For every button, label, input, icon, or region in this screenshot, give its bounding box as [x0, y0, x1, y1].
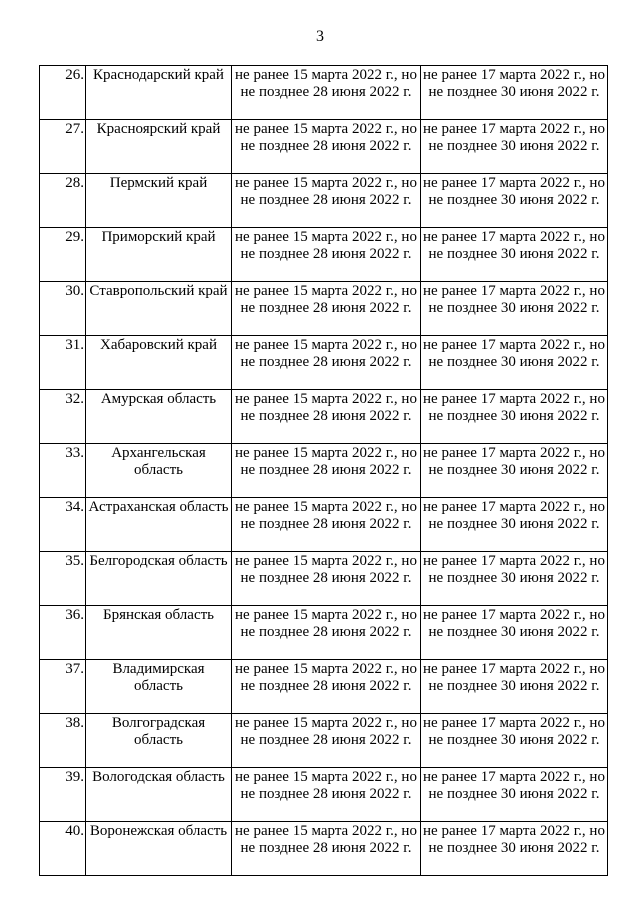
row-number: 34. [40, 498, 86, 552]
row-number: 37. [40, 660, 86, 714]
end-period: не ранее 17 марта 2022 г., но не позднее 30 июня 2022 г. [421, 336, 608, 390]
schedule-table [39, 65, 608, 876]
table-row [40, 768, 608, 822]
region-name: Архангельская область [86, 444, 232, 498]
end-period: не ранее 17 марта 2022 г., но не позднее 30 июня 2022 г. [421, 120, 608, 174]
table-row [40, 498, 608, 552]
start-period: не ранее 15 марта 2022 г., но не позднее 28 июня 2022 г. [232, 228, 421, 282]
end-period: не ранее 17 марта 2022 г., но не позднее 30 июня 2022 г. [421, 282, 608, 336]
row-number: 39. [40, 768, 86, 822]
row-number: 36. [40, 606, 86, 660]
region-name: Красноярский край [86, 120, 232, 174]
table-row [40, 444, 608, 498]
table-row [40, 552, 608, 606]
region-name: Белгородская область [86, 552, 232, 606]
table-row [40, 660, 608, 714]
table-row [40, 336, 608, 390]
row-number: 30. [40, 282, 86, 336]
region-name: Воронежская область [86, 822, 232, 876]
region-name: Вологодская область [86, 768, 232, 822]
end-period: не ранее 17 марта 2022 г., но не позднее 30 июня 2022 г. [421, 498, 608, 552]
end-period: не ранее 17 марта 2022 г., но не позднее 30 июня 2022 г. [421, 552, 608, 606]
end-period: не ранее 17 марта 2022 г., но не позднее 30 июня 2022 г. [421, 606, 608, 660]
end-period: не ранее 17 марта 2022 г., но не позднее 30 июня 2022 г. [421, 390, 608, 444]
start-period: не ранее 15 марта 2022 г., но не позднее 28 июня 2022 г. [232, 336, 421, 390]
region-name: Пермский край [86, 174, 232, 228]
region-name: Ставропольский край [86, 282, 232, 336]
start-period: не ранее 15 марта 2022 г., но не позднее 28 июня 2022 г. [232, 768, 421, 822]
row-number: 38. [40, 714, 86, 768]
region-name: Брянская область [86, 606, 232, 660]
start-period: не ранее 15 марта 2022 г., но не позднее 28 июня 2022 г. [232, 174, 421, 228]
row-number: 28. [40, 174, 86, 228]
end-period: не ранее 17 марта 2022 г., но не позднее 30 июня 2022 г. [421, 822, 608, 876]
start-period: не ранее 15 марта 2022 г., но не позднее 28 июня 2022 г. [232, 282, 421, 336]
table-row [40, 606, 608, 660]
row-number: 32. [40, 390, 86, 444]
start-period: не ранее 15 марта 2022 г., но не позднее 28 июня 2022 г. [232, 714, 421, 768]
row-number: 27. [40, 120, 86, 174]
row-number: 29. [40, 228, 86, 282]
table-row [40, 66, 608, 120]
end-period: не ранее 17 марта 2022 г., но не позднее 30 июня 2022 г. [421, 444, 608, 498]
end-period: не ранее 17 марта 2022 г., но не позднее 30 июня 2022 г. [421, 66, 608, 120]
start-period: не ранее 15 марта 2022 г., но не позднее 28 июня 2022 г. [232, 66, 421, 120]
end-period: не ранее 17 марта 2022 г., но не позднее 30 июня 2022 г. [421, 714, 608, 768]
end-period: не ранее 17 марта 2022 г., но не позднее 30 июня 2022 г. [421, 228, 608, 282]
start-period: не ранее 15 марта 2022 г., но не позднее 28 июня 2022 г. [232, 390, 421, 444]
start-period: не ранее 15 марта 2022 г., но не позднее 28 июня 2022 г. [232, 444, 421, 498]
end-period: не ранее 17 марта 2022 г., но не позднее 30 июня 2022 г. [421, 768, 608, 822]
region-name: Приморский край [86, 228, 232, 282]
row-number: 40. [40, 822, 86, 876]
table-row [40, 282, 608, 336]
start-period: не ранее 15 марта 2022 г., но не позднее 28 июня 2022 г. [232, 552, 421, 606]
end-period: не ранее 17 марта 2022 г., но не позднее 30 июня 2022 г. [421, 174, 608, 228]
table-row [40, 120, 608, 174]
page-number: 3 [316, 28, 324, 45]
start-period: не ранее 15 марта 2022 г., но не позднее 28 июня 2022 г. [232, 120, 421, 174]
table-row [40, 822, 608, 876]
region-name: Амурская область [86, 390, 232, 444]
region-name: Волгоградская область [86, 714, 232, 768]
start-period: не ранее 15 марта 2022 г., но не позднее 28 июня 2022 г. [232, 606, 421, 660]
table-row [40, 390, 608, 444]
region-name: Владимирская область [86, 660, 232, 714]
row-number: 35. [40, 552, 86, 606]
table-row [40, 228, 608, 282]
end-period: не ранее 17 марта 2022 г., но не позднее 30 июня 2022 г. [421, 660, 608, 714]
table-row [40, 174, 608, 228]
table-row [40, 714, 608, 768]
row-number: 33. [40, 444, 86, 498]
start-period: не ранее 15 марта 2022 г., но не позднее 28 июня 2022 г. [232, 822, 421, 876]
row-number: 26. [40, 66, 86, 120]
region-name: Краснодарский край [86, 66, 232, 120]
start-period: не ранее 15 марта 2022 г., но не позднее 28 июня 2022 г. [232, 660, 421, 714]
region-name: Астраханская область [86, 498, 232, 552]
region-name: Хабаровский край [86, 336, 232, 390]
start-period: не ранее 15 марта 2022 г., но не позднее 28 июня 2022 г. [232, 498, 421, 552]
schedule-table-body [40, 66, 608, 876]
row-number: 31. [40, 336, 86, 390]
